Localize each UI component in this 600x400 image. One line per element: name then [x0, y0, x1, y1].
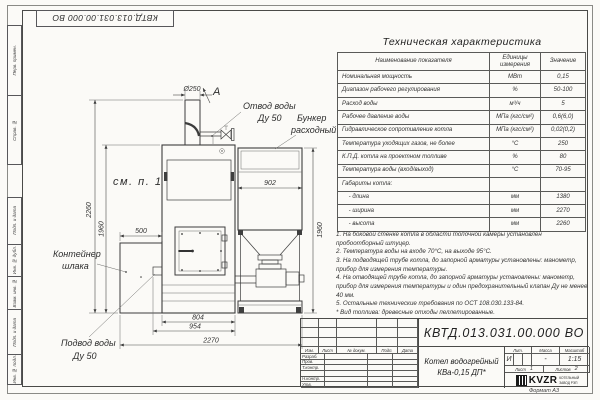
- spec-row: [338, 204, 586, 217]
- inlet-label: Подвод воды: [61, 338, 116, 348]
- staff-rows: [301, 354, 418, 388]
- dimension-lines: [86, 86, 327, 349]
- product-name-line2: КВа-0,15 ДП*: [437, 367, 486, 377]
- hopper-label2: расходный: [291, 125, 337, 135]
- kvzr-logo-caption: [559, 376, 579, 384]
- title-block: [300, 318, 588, 387]
- spec-cell: 1380: [541, 191, 586, 204]
- spec-header: Значение: [541, 53, 586, 71]
- outlet-label: Отвод воды: [243, 101, 296, 111]
- fuel-hopper: [235, 148, 304, 313]
- spec-row: [338, 164, 586, 177]
- spec-cell: %: [490, 84, 541, 97]
- spec-header: Единицы измерения: [490, 53, 541, 71]
- spec-cell: Номинальная мощность: [338, 71, 490, 84]
- side-cell: [8, 198, 21, 244]
- logo-caption-line: КОТЕЛЬНЫЙ: [559, 376, 580, 381]
- manufacturer-logo: [505, 373, 590, 388]
- side-cell: [8, 354, 21, 384]
- spec-cell: мм: [490, 191, 541, 204]
- kvzr-logo-text: KVZR: [528, 375, 558, 386]
- spec-cell: - длина: [338, 191, 490, 204]
- spec-header-row: [338, 53, 586, 71]
- spec-cell: %: [490, 151, 541, 164]
- title-block-header-row: [301, 347, 418, 354]
- staff-label: Разраб.: [301, 354, 325, 360]
- spec-row: [338, 137, 586, 150]
- spec-row: [338, 124, 586, 137]
- dim-chimney: Ø250: [183, 86, 201, 93]
- note-item: 1. На боковой стенке котла в области топочной камеры установлен пробоотборный штуцер.: [336, 231, 542, 247]
- format-note: Формат А3: [528, 388, 560, 394]
- spec-cell: °С: [490, 164, 541, 177]
- logo-caption-line: ЗАВОД РЭП: [559, 380, 578, 385]
- feeder-motor: [286, 272, 299, 285]
- side-cell-label: Инв. № дубл.: [12, 246, 17, 275]
- screw-feeder: [256, 269, 286, 287]
- sheet-value: 1: [529, 366, 533, 372]
- spec-cell: °С: [490, 137, 541, 150]
- staff-label: Пров.: [301, 360, 325, 366]
- staff-label: Н.контр.: [301, 377, 325, 383]
- side-cell-label: Взам. инв. №: [12, 278, 17, 308]
- spec-cell: МПа (кгс/см²): [490, 111, 541, 124]
- spec-table-title: Техническая характеристика: [382, 36, 542, 48]
- dim-frame-width: 954: [189, 323, 201, 331]
- title-block-right: [504, 347, 589, 388]
- product-name-line1: Котел водогрейный: [424, 356, 499, 366]
- doc-number: КВТД.013.031.00.000 ВО: [418, 319, 589, 347]
- spec-cell: 0,6(6,0): [541, 111, 586, 124]
- spec-cell: Рабочее давление воды: [338, 111, 490, 124]
- col-label: Подп.: [377, 347, 398, 354]
- side-cell-label: Справ. №: [12, 119, 17, 141]
- top-rotated-doc-number: КВТД.013.031.00.000 ВО: [36, 10, 174, 27]
- side-column-bottom: [7, 197, 22, 385]
- side-cell: [8, 95, 21, 164]
- outlet-label-dn: Ду 50: [258, 113, 282, 123]
- side-cell-label: Подп. и дата: [12, 317, 17, 347]
- col-label: Лист: [319, 347, 337, 354]
- note-item: 3. На подводящей трубе котла, до запорной арматуры установлены: манометр, прибор для измерения температуры.: [336, 257, 577, 273]
- spec-cell: [541, 178, 586, 191]
- spec-row: [338, 151, 586, 164]
- spec-row: [338, 84, 586, 97]
- spec-row: [338, 71, 586, 84]
- lit-value: И: [505, 354, 514, 366]
- fuel-type-note: * Вид топлива: древесные отходы пеллетированные.: [336, 309, 495, 317]
- spec-row: [338, 97, 586, 110]
- staff-label: Т.контр.: [301, 365, 325, 371]
- view-a-label: А: [213, 86, 221, 98]
- spec-cell: - высота: [338, 218, 490, 231]
- spec-cell: К.П.Д. котла на проектном топливе: [338, 151, 490, 164]
- side-cell-label: Инв. № подл.: [12, 355, 17, 385]
- note-item: 4. На отводящей трубе котла, до запорной арматуры установлены: манометр, прибор для измерения температуры и один предохранительный клапан Ду не менее 40 мм.: [336, 274, 588, 299]
- spec-row: [338, 111, 586, 124]
- spec-cell: МВт: [490, 71, 541, 84]
- dim-slag-width: 500: [135, 228, 147, 235]
- technical-notes: [336, 231, 588, 318]
- spec-cell: - ширина: [338, 204, 490, 217]
- dim-boiler-height: 1960: [98, 221, 106, 237]
- scale-label: Масштаб: [560, 347, 590, 354]
- side-cell: [8, 244, 21, 277]
- spec-cell: Диапазон рабочего регулирования: [338, 84, 490, 97]
- see-note-label: см. п. 1: [113, 176, 163, 188]
- side-column-top: [7, 25, 22, 165]
- spec-cell: м³/ч: [490, 97, 541, 110]
- mass-label: Масса: [532, 347, 560, 354]
- spec-cell: 50-100: [541, 84, 586, 97]
- inlet-label-dn: Ду 50: [73, 351, 97, 361]
- spec-cell: [490, 178, 541, 191]
- side-cell: [8, 309, 21, 355]
- note-item: 2. Температура воды на входе 70°С, на выходе 95°С.: [336, 248, 492, 256]
- spec-row: [338, 191, 586, 204]
- dim-hopper-height: 1960: [317, 222, 324, 238]
- col-label: Изм.: [301, 347, 319, 354]
- spec-cell: 5: [541, 97, 586, 110]
- spec-cell: 2260: [541, 218, 586, 231]
- dim-boiler-width: 804: [192, 314, 204, 322]
- scale-value: 1:15: [560, 354, 590, 366]
- boiler-body: [153, 145, 235, 313]
- spec-cell: Расход воды: [338, 97, 490, 110]
- spec-cell: 70-95: [541, 164, 586, 177]
- spec-row: [338, 218, 586, 231]
- spec-cell: МПа (кгс/см²): [490, 124, 541, 137]
- lit-label: Лит.: [505, 347, 532, 354]
- side-cell-label: Подп. и дата: [12, 206, 17, 236]
- slag-label2: шлака: [62, 261, 89, 271]
- spec-cell: мм: [490, 218, 541, 231]
- product-name: [418, 347, 504, 388]
- hopper-label: Бункер: [297, 113, 327, 123]
- spec-cell: Температура уходящих газов, не более: [338, 137, 490, 150]
- chimney: [185, 100, 234, 145]
- spec-cell: мм: [490, 204, 541, 217]
- col-label: Дата: [398, 347, 418, 354]
- sheet-label: Лист: [515, 366, 526, 372]
- revision-grid: [301, 319, 418, 347]
- col-label: № докум.: [337, 347, 377, 354]
- sheets-label: Листов: [555, 366, 571, 372]
- dim-total-height: 2260: [86, 202, 93, 218]
- spec-row: [338, 178, 586, 191]
- water-inlet-flange: [153, 267, 162, 275]
- spec-cell: Температура воды (вход/выход): [338, 164, 490, 177]
- view-a-arrow: [203, 86, 220, 103]
- kvzr-logo-icon: [516, 375, 527, 386]
- spec-cell: 250: [541, 137, 586, 150]
- spec-table: [337, 52, 586, 232]
- mass-value: -: [532, 354, 560, 366]
- dim-hopper-width: 902: [264, 180, 276, 187]
- spec-header: Наименование показателя: [338, 53, 490, 71]
- side-cell: [8, 276, 21, 309]
- side-cell: [8, 26, 21, 95]
- note-item: 5. Остальные технические требования по ОСТ 108.030.133-84.: [336, 300, 525, 308]
- spec-cell: 2270: [541, 204, 586, 217]
- spec-cell: 0,02(0,2): [541, 124, 586, 137]
- spec-cell: 0,15: [541, 71, 586, 84]
- sheets-value: 2: [574, 366, 578, 372]
- spec-cell: 80: [541, 151, 586, 164]
- side-cell-label: Перв. примен.: [12, 45, 17, 76]
- dim-total-width: 2270: [203, 337, 219, 345]
- staff-label: Утв.: [301, 382, 325, 388]
- boiler-assembly-drawing: [25, 45, 345, 367]
- spec-cell: Габариты котла:: [338, 178, 490, 191]
- slag-label: Контейнер: [53, 249, 101, 259]
- spec-cell: Гидравлическое сопротивление котла: [338, 124, 490, 137]
- slag-container: [120, 243, 162, 313]
